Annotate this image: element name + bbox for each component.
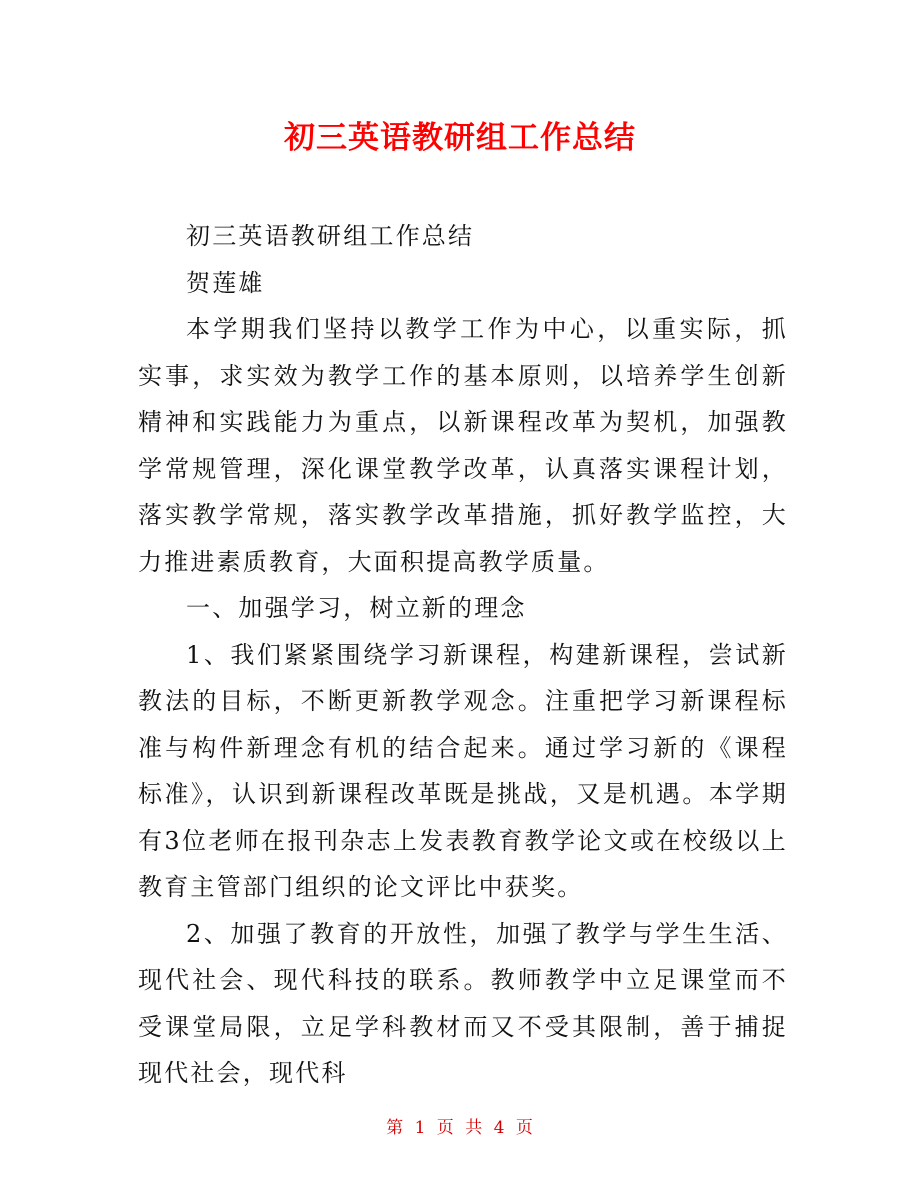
section-heading: 一、加强学习，树立新的理念 [186,594,527,622]
author-name: 贺莲雄 [186,268,265,297]
body-paragraph: 本学期我们坚持以教学工作为中心，以重实际，抓实事，求实效为教学工作的基本原则，以培养学生创新精神和实践能力为重点，以新课程改革为契机，加强教学常规管理，深化课堂教学改革，认真落实课程计划，落实教学常规，落实教学改革措施，抓好教学监控，大力推进素质教育，大面积提高教学质量。 [138,315,788,576]
footer-current-page: 1 [414,1118,427,1138]
page-footer [0,1113,920,1138]
body-paragraph: 2、加强了教育的开放性，加强了教学与学生生活、现代社会、现代科技的联系。教师教学中立足课堂而不受课堂局限，立足学科教材而又不受其限制，善于捕捉现代社会，现代科 [138,919,788,1087]
document-title: 初三英语教研组工作总结 [284,120,636,156]
footer-total-unit: 页 [515,1118,534,1138]
body-subtitle: 初三英语教研组工作总结 [186,222,475,250]
footer-total-prefix: 共 [465,1118,484,1138]
body-paragraph: 1、我们紧紧围绕学习新课程，构建新课程，尝试新教法的目标，不断更新教学观念。注重把学习新课程标准与构件新理念有机的结合起来。通过学习新的《课程标准》，认识到新课程改革既是挑战，又是机遇。本学期有3位老师在报刊杂志上发表教育教学论文或在校级以上教育主管部门组织的论文评比中获奖。 [138,640,788,901]
footer-page-unit: 页 [436,1118,455,1138]
document-body [138,213,788,1097]
footer-total-pages: 4 [493,1118,506,1138]
footer-prefix: 第 [386,1118,405,1138]
